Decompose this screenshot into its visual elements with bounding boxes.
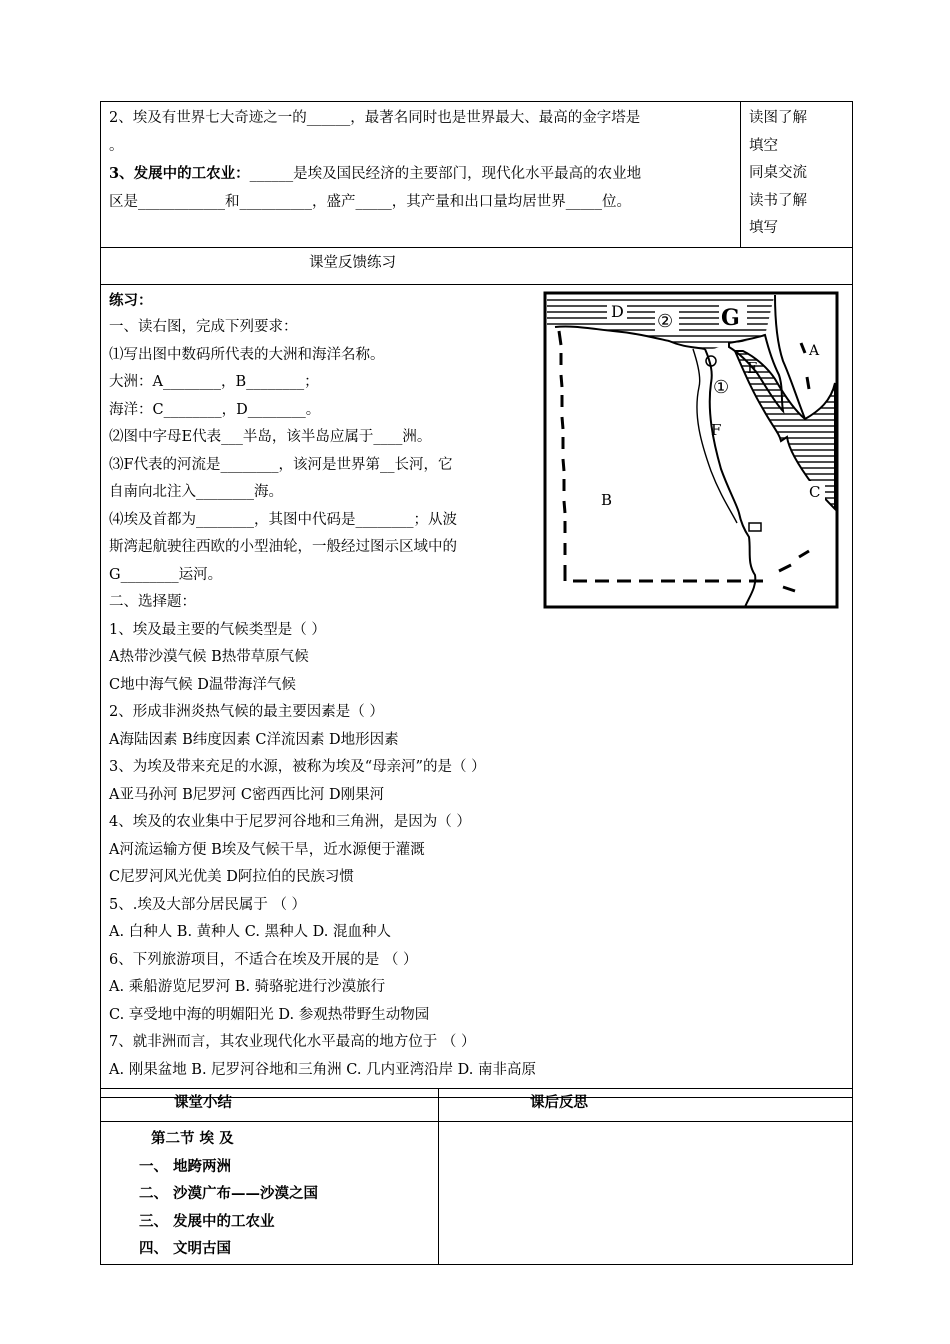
exercise-line: 7、就非洲而言，其农业现代化水平最高的地方位于 （ ） [109, 1034, 476, 1050]
exercise-line: A. 白种人 B. 黄种人 C. 黑种人 D. 混血种人 [109, 924, 392, 940]
exercise-line: 2、形成非洲炎热气候的最主要因素是（ ） [109, 704, 384, 720]
exercise-line: A亚马孙河 B尼罗河 C密西西比河 D刚果河 [109, 786, 385, 803]
exercise-line: 斯湾起航驶往西欧的小型油轮，一般经过图示区域中的 [109, 539, 457, 555]
exercise-line: ⑵图中字母E代表___半岛，该半岛应属于____洲。 [109, 429, 432, 445]
label-d: D [611, 301, 624, 321]
method-cell [741, 102, 853, 248]
method-5: 填写 [749, 220, 778, 236]
feedback-header [101, 247, 853, 284]
label-b: B [601, 490, 613, 509]
method-2: 填空 [749, 137, 778, 154]
summary-table [100, 1088, 853, 1265]
exercise-line: 4、埃及的农业集中于尼罗河谷地和三角洲，是因为（ ） [109, 814, 471, 830]
feedback-title: 课堂反馈练习 [309, 254, 396, 271]
worksheet-table [100, 101, 853, 1098]
exercise-line: A. 刚果盆地 B. 尼罗河谷地和三角洲 C. 几内亚湾沿岸 D. 南非高原 [109, 1061, 537, 1078]
summary-left-title: 课堂小结 [174, 1094, 232, 1111]
label-g: G [721, 304, 740, 331]
exercise-line: 大洲：A________，B________； [109, 374, 319, 390]
top-line-2: 。 [109, 137, 124, 154]
exercise-line: A海陆因素 B纬度因素 C洋流因素 D地形因素 [109, 731, 399, 748]
summary-left-header [101, 1089, 439, 1122]
exercise-line: A河流运输方便 B埃及气候干旱，近水源便于灌溉 [109, 841, 425, 858]
exercise-line: 二、选择题： [109, 594, 196, 610]
exercise-line: 5、.埃及大部分居民属于 （ ） [109, 896, 307, 913]
top-line-1: 2、埃及有世界七大奇迹之一的______，最著名同时也是世界最大、最高的金字塔是 [109, 110, 641, 126]
exercise-line: 1、埃及最主要的气候类型是（ ） [109, 621, 326, 638]
exercise-line: A. 乘船游览尼罗河 B. 骑骆驼进行沙漠旅行 [109, 979, 386, 995]
summary-body [101, 1122, 439, 1265]
exercise-line: ⑷埃及首都为________，其图中代码是________；从波 [109, 511, 457, 528]
summary-item: 第二节 埃 及 [151, 1130, 234, 1147]
exercise-line: C地中海气候 D温带海洋气候 [109, 676, 296, 693]
label-a: A [809, 342, 820, 359]
exercise-line: C尼罗河风光优美 D阿拉伯的民族习惯 [109, 869, 354, 885]
summary-item: 一、 地跨两洲 [139, 1157, 232, 1175]
exercise-line: G________运河。 [109, 566, 223, 583]
exercise-line: ⑶F代表的河流是________，该河是世界第__长河，它 [109, 456, 453, 473]
exercise-line: 一、读右图，完成下列要求： [109, 319, 298, 335]
exercise-line: 自南向北注入________海。 [109, 484, 283, 500]
summary-right-title: 课后反思 [530, 1094, 588, 1111]
summary-item: 四、 文明古国 [139, 1240, 232, 1257]
method-3: 同桌交流 [749, 165, 807, 181]
label-e: E [747, 358, 758, 377]
method-1: 读图了解 [749, 110, 807, 126]
egypt-map [543, 291, 839, 609]
top-line-3-bold: 3、发展中的工农业： [109, 165, 250, 182]
label-2: ② [657, 310, 674, 332]
label-1: ① [713, 376, 730, 398]
exercise-line: ⑴写出图中数码所代表的大洲和海洋名称。 [109, 346, 385, 363]
summary-section [100, 1088, 852, 1265]
top-content-cell [101, 102, 741, 248]
exercise-line: C. 享受地中海的明媚阳光 D. 参观热带野生动物园 [109, 1006, 430, 1023]
top-line-3-rest: ______是埃及国民经济的主要部门，现代化水平最高的农业地 [249, 166, 642, 182]
summary-item: 三、 发展中的工农业 [139, 1212, 275, 1230]
summary-item: 二、 沙漠广布——沙漠之国 [139, 1185, 319, 1202]
exercise-line: A热带沙漠气候 B热带草原气候 [109, 649, 309, 665]
label-f: F [711, 420, 722, 439]
south-border [573, 551, 809, 591]
method-4: 读书了解 [749, 192, 807, 209]
exercise-heading: 练习： [109, 291, 153, 309]
exercise-line: 6、下列旅游项目，不适合在埃及开展的是 （ ） [109, 951, 418, 968]
east-border [801, 343, 809, 389]
exercise-line: 3、为埃及带来充足的水源，被称为埃及“母亲河”的是（ ） [109, 759, 486, 775]
exercise-cell [101, 284, 853, 1097]
summary-right-header [439, 1089, 853, 1122]
exercise-line: 海洋：C________，D________。 [109, 401, 321, 418]
west-border [559, 331, 565, 581]
reflection-body [439, 1122, 853, 1265]
aswan-dam [749, 523, 761, 531]
top-line-3 [109, 160, 732, 189]
top-line-4: 区是____________和__________，盛产_____，其产量和出口量均居世界_____位。 [109, 193, 631, 210]
label-c: C [809, 482, 821, 501]
worksheet [100, 101, 852, 1098]
